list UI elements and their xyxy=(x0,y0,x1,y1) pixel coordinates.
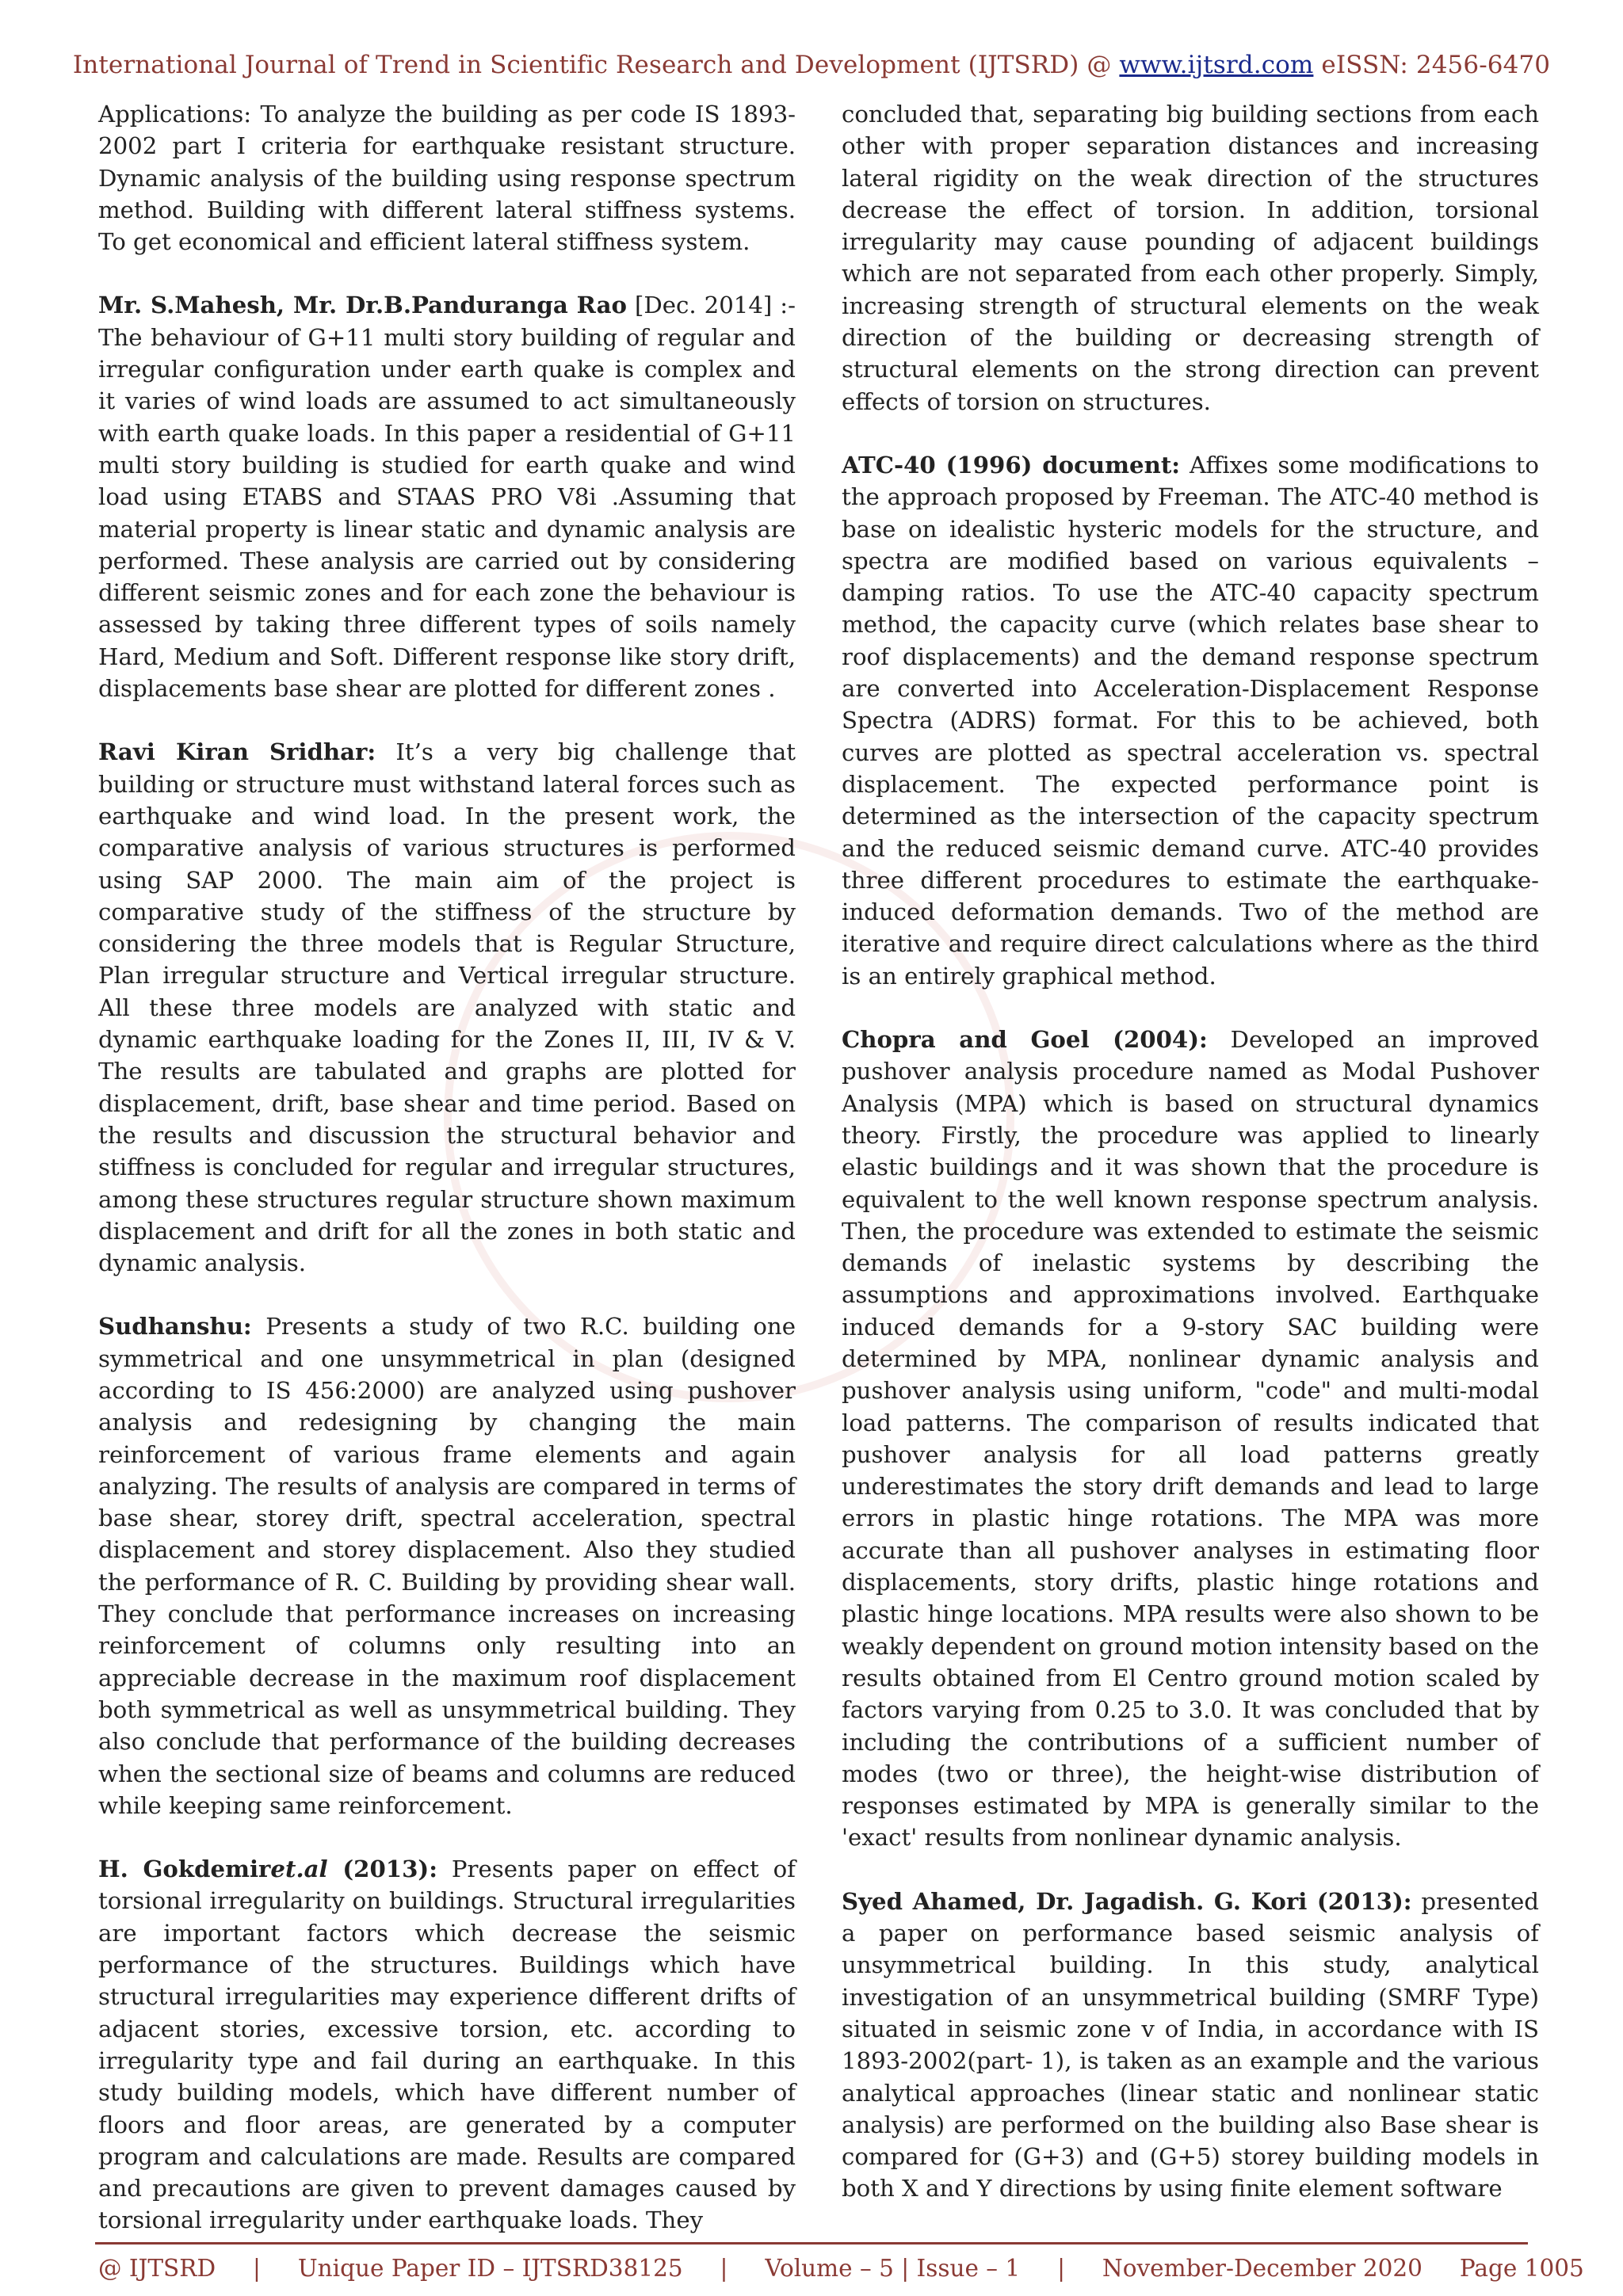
footer-divider xyxy=(95,2242,1528,2245)
page-footer: @ IJTSRD | Unique Paper ID – IJTSRD38125 | Volume – 5 | Issue – 1 | November-December 2020 Page 1005 xyxy=(98,2255,1584,2282)
paragraph: ATC-40 (1996) document: Affixes some modifications to the approach proposed by Freeman. The ATC-40 method is base on idealistic hysteric models for the structure, and spectra are modified based on various equivalents – damping ratios. To use the ATC-40 capacity spectrum method, the capacity curve (which relates base shear to roof displacements) and the demand response spectrum are converted into Acceleration-Displacement Response Spectra (ADRS) format. For this to be achieved, both curves are plotted as spectral acceleration vs. spectral displacement. The expected performance point is determined as the intersection of the capacity spectrum and the reduced seismic demand curve. ATC-40 provides three different procedures to estimate the earthquake-induced deformation demands. Two of the method are iterative and require direct calculations where as the third is an entirely graphical method. xyxy=(842,451,1539,990)
paragraph: Ravi Kiran Sridhar: It’s a very big challenge that building or structure must withstand lateral forces such as earthquake and wind load. In the present work, the comparative analysis of various structures is performed using SAP 2000. The main aim of the project is comparative study of the stiffness of the structure by considering the three models that is Regular Structure, Plan irregular structure and Vertical irregular structure. All these three models are analyzed with static and dynamic earthquake loading for the Zones II, III, IV & V. The results are tabulated and graphs are plotted for displacement, drift, base shear and time period. Based on the results and discussion the structural behavior and stiffness is concluded for regular and irregular structures, among these structures regular structure shown maximum displacement and drift for all the zones in both static and dynamic analysis. xyxy=(98,738,796,1277)
author-heading: Syed Ahamed, Dr. Jagadish. G. Kori (2013): xyxy=(842,1887,1412,1915)
journal-header xyxy=(0,51,1623,79)
paragraph: concluded that, separating big building sections from each other with proper separation distances and increasing lateral rigidity on the weak direction of the structures decrease the effect of torsion. In addition, torsional irregularity may cause pounding of adjacent buildings which are not separated from each other properly. Simply, increasing strength of structural elements on the weak direction of the building or decreasing strength of structural elements on the strong direction can prevent effects of torsion on structures. xyxy=(842,101,1539,415)
right-column xyxy=(842,98,1539,2237)
paragraph: Chopra and Goel (2004): Developed an improved pushover analysis procedure named as Modal Pushover Analysis (MPA) which is based on structural dynamics theory. Firstly, the procedure was applied to linearly elastic buildings and it was shown that the procedure is equivalent to the well known response spectrum analysis. Then, the procedure was extended to estimate the seismic demands of inelastic systems by describing the assumptions and approximations involved. Earthquake induced demands for a 9-story SAC building were determined by MPA, nonlinear dynamic analysis and pushover analysis using uniform, "code" and multi-modal load patterns. The comparison of results indicated that pushover analysis for all load patterns greatly underestimates the story drift demands and lead to large errors in plastic hinge rotations. The MPA was more accurate than all pushover analyses in estimating floor displacements, story drifts, plastic hinge rotations and plastic hinge locations. MPA results were also shown to be weakly dependent on ground motion intensity based on the results obtained from El Centro ground motion scaled by factors varying from 0.25 to 3.0. It was concluded that by including the contributions of a sufficient number of modes (two or three), the height-wise distribution of responses estimated by MPA is generally similar to the 'exact' results from nonlinear dynamic analysis. xyxy=(842,1026,1540,1852)
author-heading: Chopra and Goel (2004): xyxy=(842,1026,1208,1054)
paragraph: H. Gokdemiret.al (2013): Presents paper on effect of torsional irregularity on buildings. Structural irregularities are important factors which decrease the seismic performance of the structures. Buildings which have structural irregularities may experience different drifts of adjacent stories, excessive torsion, etc. according to irregularity type and fail during an earthquake. In this study building models, which have different number of floors and floor areas, are generated by a computer program and calculations are made. Results are compared and precautions are given to prevent damages caused by torsional irregularity under earthquake loads. They xyxy=(98,1855,796,2234)
paragraph: Mr. S.Mahesh, Mr. Dr.B.Panduranga Rao [Dec. 2014] :- The behaviour of G+11 multi story building of regular and irregular configuration under earth quake is complex and it varies of wind loads are assumed to act simultaneously with earth quake loads. In this paper a residential of G+11 multi story building is studied for earth quake and wind load using ETABS and STAAS PRO V8i .Assuming that material property is linear static and dynamic analysis are performed. These analysis are carried out by considering different seismic zones and for each zone the behaviour is assessed by taking three different types of soils namely Hard, Medium and Soft. Different response like story drift, displacements base shear are plotted for different zones . xyxy=(98,292,796,703)
author-heading: H. Gokdemiret.al (2013): xyxy=(98,1855,438,1883)
left-column xyxy=(98,98,796,2268)
author-heading: Sudhanshu: xyxy=(98,1313,252,1341)
paragraph: Syed Ahamed, Dr. Jagadish. G. Kori (2013): presented a paper on performance based seismic analysis of unsymmetrical building. In this study, analytical investigation of an unsymmetrical building (SMRF Type) situated in seismic zone v of India, in accordance with IS 1893-2002(part- 1), is taken as an example and the various analytical approaches (linear static and nonlinear static analysis) are performed on the building also Base shear is compared for (G+3) and (G+5) storey building models in both X and Y directions by using finite element software xyxy=(842,1887,1539,2203)
journal-link[interactable]: www.ijtsrd.com xyxy=(1119,51,1314,79)
author-heading: Mr. S.Mahesh, Mr. Dr.B.Panduranga Rao xyxy=(98,292,627,319)
author-heading: Ravi Kiran Sridhar: xyxy=(98,738,376,766)
header-prefix: International Journal of Trend in Scientific Research and Development (IJTSRD) @ xyxy=(72,51,1120,79)
author-heading: ATC-40 (1996) document: xyxy=(842,451,1181,479)
header-suffix: eISSN: 2456-6470 xyxy=(1313,51,1551,79)
paragraph: Sudhanshu: Presents a study of two R.C. building one symmetrical and one unsymmetrical in plan (designed according to IS 456:2000) are analyzed using pushover analysis and redesigning by changing the main reinforcement of various frame elements and again analyzing. The results of analysis are compared in terms of base shear, storey drift, spectral acceleration, spectral displacement and storey displacement. Also they studied the performance of R. C. Building by providing shear wall. They conclude that performance increases on increasing reinforcement of columns only resulting into an appreciable decrease in the maximum roof displacement both symmetrical as well as unsymmetrical building. They also conclude that performance of the building decreases when the sectional size of beams and columns are reduced while keeping same reinforcement. xyxy=(98,1313,796,1819)
paragraph: Applications: To analyze the building as per code IS 1893-2002 part I criteria for earthquake resistant structure. Dynamic analysis of the building using response spectrum method. Building with different lateral stiffness systems. To get economical and efficient lateral stiffness system. xyxy=(98,101,796,256)
